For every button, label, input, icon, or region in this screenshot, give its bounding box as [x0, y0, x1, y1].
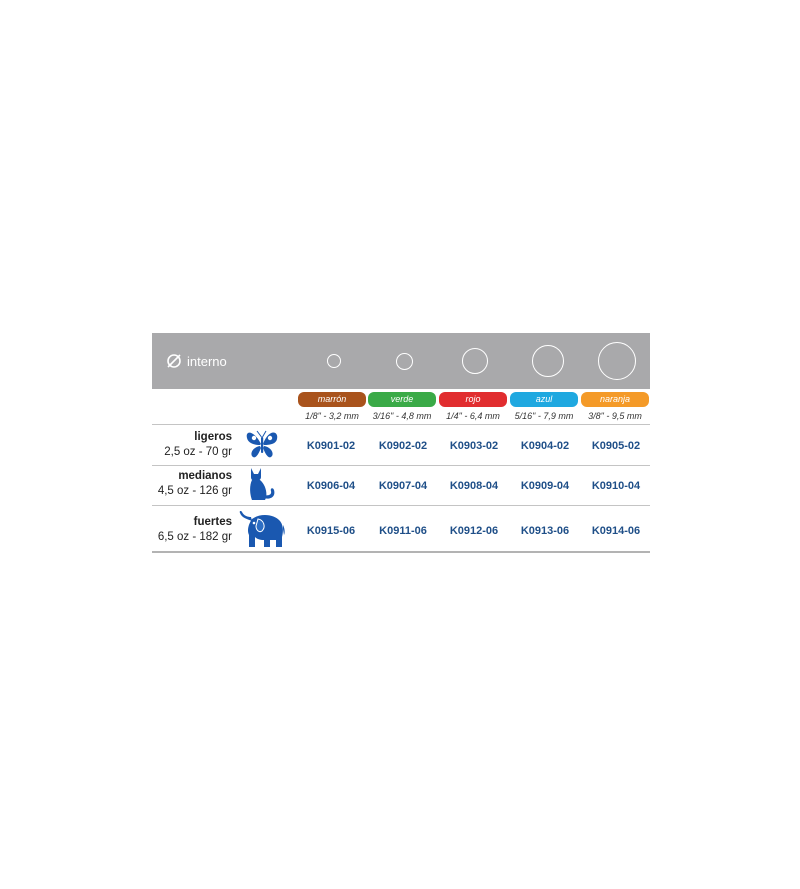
elephant-icon: [238, 511, 286, 549]
size-text: 5/16" - 7,9 mm: [514, 411, 574, 421]
cat-icon: [248, 468, 278, 504]
table-header: [152, 333, 650, 389]
butterfly-icon: [244, 428, 280, 460]
row-label-ligeros: [152, 430, 232, 460]
size-circle-2: [396, 353, 413, 370]
size-circle-1: [327, 354, 341, 368]
product-code: K0908-04: [449, 480, 499, 492]
row-label-medianos: [152, 469, 232, 499]
product-code: K0901-02: [306, 440, 356, 452]
color-pill-verde: verde: [368, 392, 436, 407]
size-circle-5: [598, 342, 636, 380]
product-code: K0915-06: [306, 525, 356, 537]
divider: [152, 505, 650, 506]
diameter-label: [166, 353, 227, 369]
row-name: ligeros: [194, 431, 232, 443]
size-circle-4: [532, 345, 564, 377]
diameter-label-text: interno: [187, 353, 227, 369]
size-text: 3/8" - 9,5 mm: [588, 411, 642, 421]
row-weight: 6,5 oz - 182 gr: [157, 531, 232, 543]
product-code: K0909-04: [520, 480, 570, 492]
product-code: K0903-02: [449, 440, 499, 452]
product-code: K0902-02: [378, 440, 428, 452]
color-pill-rojo: rojo: [439, 392, 507, 407]
color-pill-marron: marrón: [298, 392, 366, 407]
product-size-table: [152, 333, 650, 555]
color-pill-azul: azul: [510, 392, 578, 407]
product-code: K0912-06: [449, 525, 499, 537]
color-pill-naranja: naranja: [581, 392, 649, 407]
row-weight: 4,5 oz - 126 gr: [157, 485, 232, 497]
product-code: K0905-02: [591, 440, 641, 452]
divider: [152, 424, 650, 425]
row-name: fuertes: [193, 516, 232, 528]
divider: [152, 465, 650, 466]
size-circle-3: [462, 348, 488, 374]
product-code: K0904-02: [520, 440, 570, 452]
product-code: K0906-04: [306, 480, 356, 492]
product-code: K0913-06: [520, 525, 570, 537]
diameter-symbol-icon: [166, 353, 182, 369]
row-label-fuertes: [152, 515, 232, 545]
product-code: K0911-06: [379, 525, 427, 537]
product-code: K0907-04: [378, 480, 428, 492]
row-weight: 2,5 oz - 70 gr: [164, 446, 232, 458]
size-text: 1/8" - 3,2 mm: [305, 411, 359, 421]
size-text: 1/4" - 6,4 mm: [446, 411, 500, 421]
product-code: K0910-04: [591, 480, 641, 492]
size-text: 3/16" - 4,8 mm: [372, 411, 432, 421]
row-name: medianos: [178, 470, 232, 482]
product-code: K0914-06: [591, 525, 641, 537]
table-bottom-border: [152, 551, 650, 553]
